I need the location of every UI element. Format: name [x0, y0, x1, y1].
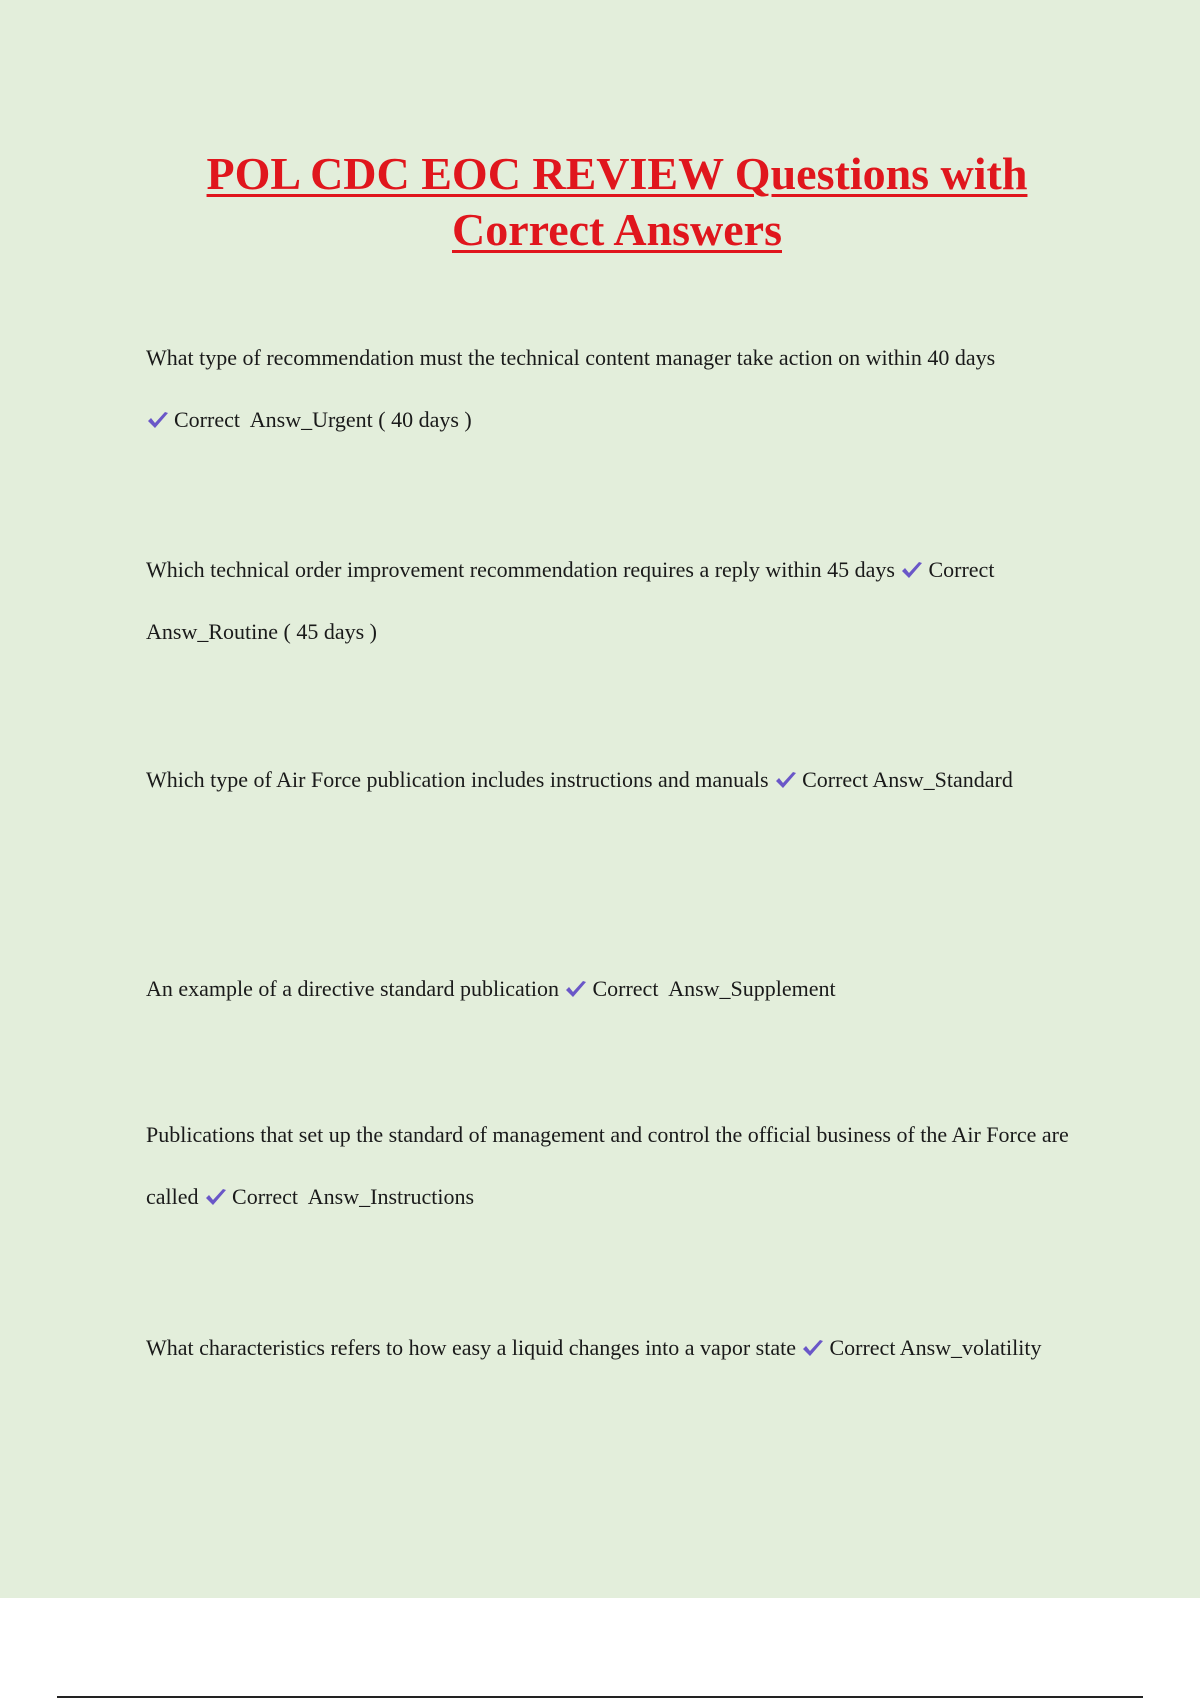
- check-icon: [774, 770, 798, 790]
- title-line-1: POL CDC EOC REVIEW Questions with: [206, 148, 1028, 199]
- qa-item-5: [146, 1104, 1086, 1228]
- answer-text: Correct Answ_Standard: [802, 767, 1013, 792]
- qa-item-6: [146, 1317, 1086, 1379]
- answer-text: Correct Answ_Instructions: [232, 1184, 474, 1209]
- question-text: Which technical order improvement recommendation requires a reply within 45 days: [146, 557, 895, 582]
- footer-rule: [57, 1696, 1143, 1698]
- qa-item-1: [146, 327, 1086, 451]
- answer-text: Correct Answ_Routine ( 45 days ): [146, 557, 995, 644]
- check-icon: [900, 560, 924, 580]
- check-icon: [801, 1338, 825, 1358]
- question-text: What type of recommendation must the technical content manager take action on within 40 days: [146, 345, 996, 370]
- question-text: An example of a directive standard publication: [146, 976, 559, 1001]
- check-icon: [204, 1187, 228, 1207]
- qa-item-4: [146, 958, 1086, 1020]
- document-title: [0, 146, 1200, 258]
- question-text: Publications that set up the standard of management and control the official business of the Air Force are called: [146, 1122, 1069, 1209]
- qa-item-2: [146, 539, 1086, 663]
- question-text: Which type of Air Force publication includes instructions and manuals: [146, 767, 769, 792]
- answer-text: Correct Answ_Supplement: [592, 976, 836, 1001]
- qa-item-3: [146, 749, 1086, 811]
- answer-text: Correct Answ_Urgent ( 40 days ): [174, 407, 472, 432]
- check-icon: [564, 979, 588, 999]
- answer-text: Correct Answ_volatility: [829, 1335, 1042, 1360]
- question-text: What characteristics refers to how easy a liquid changes into a vapor state: [146, 1335, 796, 1360]
- title-line-2: Correct Answers: [452, 204, 782, 255]
- check-icon: [146, 410, 170, 430]
